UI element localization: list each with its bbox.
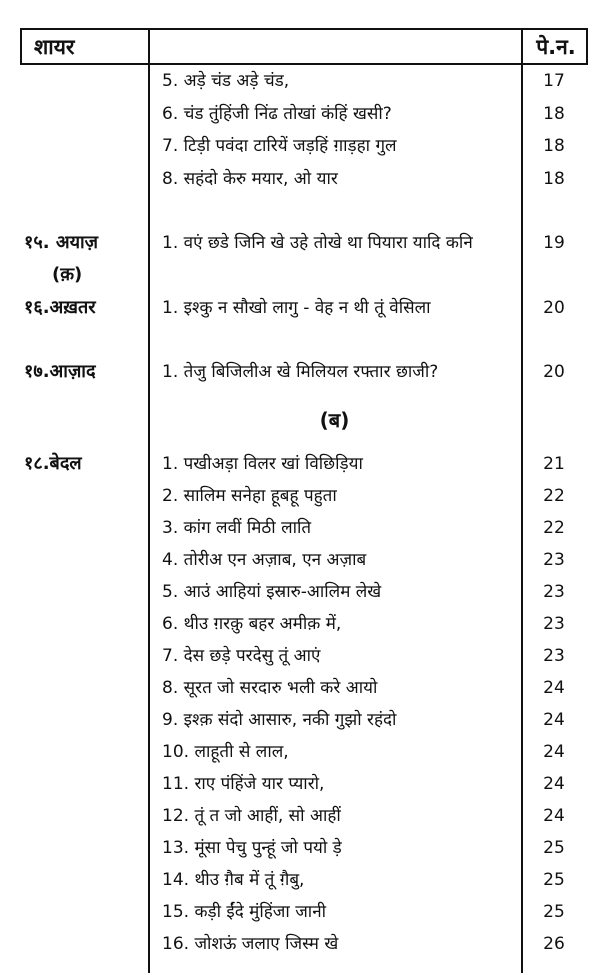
page-number: 25 <box>543 838 565 858</box>
table-row <box>0 770 600 798</box>
table-row <box>0 132 600 160</box>
header-page-number: पे.न. <box>536 35 576 59</box>
header-bottom-border <box>20 63 588 65</box>
poem-title: 3. कांग लवीं मिठी लाति <box>162 518 312 538</box>
poem-title: 10. लाहूती से लाल, <box>162 742 289 762</box>
poem-title: 8. सहंदो केरु मयार, ओ यार <box>162 169 338 189</box>
table-row <box>0 930 600 958</box>
table-row <box>0 358 600 386</box>
poem-title: 7. देस छड़े परदेसु तूं आएं <box>162 646 321 666</box>
poem-title: 11. राए पंहिंजे यार प्यारो, <box>162 774 325 794</box>
poem-title: 7. टिड़ी पवंदा टारियें जड़हिं ग़ाड़हा गुल <box>162 136 397 156</box>
table-row <box>0 674 600 702</box>
poem-title: 5. अड़े चंड अड़े चंड, <box>162 71 290 91</box>
poet-name: १७.आज़ाद <box>24 361 96 382</box>
table-row <box>0 642 600 670</box>
table-row <box>0 546 600 574</box>
table-row <box>0 100 600 128</box>
table-row <box>0 706 600 734</box>
poem-title: 12. तूं त जो आहीं, सो आहीं <box>162 806 341 826</box>
poem-title: 13. मूंसा पेचु पुन्हूं जो पयो ड़े <box>162 838 342 858</box>
table-row <box>0 834 600 862</box>
poem-title: 8. सूरत जो सरदारु भली करे आयो <box>162 678 378 698</box>
table-row <box>0 165 600 193</box>
page-number: 22 <box>543 486 565 506</box>
poet-name: १५. अयाज़ <box>24 232 99 253</box>
table-row <box>0 261 600 289</box>
table-row <box>0 514 600 542</box>
table-row <box>0 450 600 478</box>
page-number: 25 <box>543 902 565 922</box>
page-number: 18 <box>543 104 565 124</box>
table-row <box>0 866 600 894</box>
page-number: 24 <box>543 774 565 794</box>
poem-title: 2. सालिम सनेहा हूबहू पहुता <box>162 486 337 506</box>
poem-title: 9. इश्क़ संदो आसारु, नकी गुझो रहंदो <box>162 710 397 730</box>
poet-name: १८.बेदल <box>24 453 82 474</box>
poem-title: 1. तेजु बिजिलीअ खे मिलियल रफ्तार छाजी? <box>162 362 439 382</box>
page-number: 23 <box>543 646 565 666</box>
poem-title: 16. जोशऊं जलाए जिस्म खे <box>162 934 339 954</box>
table-row <box>0 229 600 257</box>
section-heading: (ब) <box>319 408 350 432</box>
poem-title: 6. चंड तुंहिंजी निंढ तोखां कंहिं खसी? <box>162 104 392 124</box>
table-top-border <box>20 28 588 30</box>
table-row <box>0 610 600 638</box>
poem-title: 1. इश्कु न सौखो लागु - वेह न थी तूं वेसिला <box>162 298 431 318</box>
page-number: 20 <box>543 298 565 318</box>
page-number: 23 <box>543 550 565 570</box>
poem-title: 5. आउं आहियां इस्रारु-आलिम लेखे <box>162 582 382 602</box>
page-number: 24 <box>543 678 565 698</box>
page-number: 19 <box>543 233 565 253</box>
poet-name: १६.अख़तर <box>24 297 96 318</box>
page-number: 25 <box>543 870 565 890</box>
page-number: 26 <box>543 934 565 954</box>
table-row <box>0 482 600 510</box>
page-number: 18 <box>543 136 565 156</box>
poem-title: 1. वएं छडे जिनि खे उहे तोखे था पियारा यादि कनि <box>162 233 473 253</box>
page-number: 23 <box>543 582 565 602</box>
page-number: 24 <box>543 742 565 762</box>
page-number: 18 <box>543 169 565 189</box>
header-right-border <box>586 28 588 65</box>
page-number: 21 <box>543 454 565 474</box>
page-number: 22 <box>543 518 565 538</box>
poet-initial: (क़) <box>52 264 83 285</box>
page-number: 20 <box>543 362 565 382</box>
table-row <box>0 802 600 830</box>
poem-title: 4. तोरीअ एन अज़ाब, एन अज़ाब <box>162 550 367 570</box>
table-row <box>0 738 600 766</box>
page-number: 17 <box>543 71 565 91</box>
table-row <box>0 294 600 322</box>
table-row <box>0 898 600 926</box>
page-number: 24 <box>543 710 565 730</box>
header-left-border <box>20 28 22 65</box>
poem-title: 14. थीउ ग़ैब में तूं ग़ैबु, <box>162 870 305 890</box>
header-poet: शायर <box>34 35 75 59</box>
table-row <box>0 578 600 606</box>
table-row <box>0 67 600 95</box>
poem-title: 1. पखीअड़ा विलर खां विछिड़िया <box>162 454 363 474</box>
page-number: 24 <box>543 806 565 826</box>
poem-title: 6. थीउ ग़रक़ु बहर अमीक़ में, <box>162 614 342 634</box>
poem-title: 15. कड़ी ईंदे मुंहिंजा जानी <box>162 902 327 922</box>
page-number: 23 <box>543 614 565 634</box>
